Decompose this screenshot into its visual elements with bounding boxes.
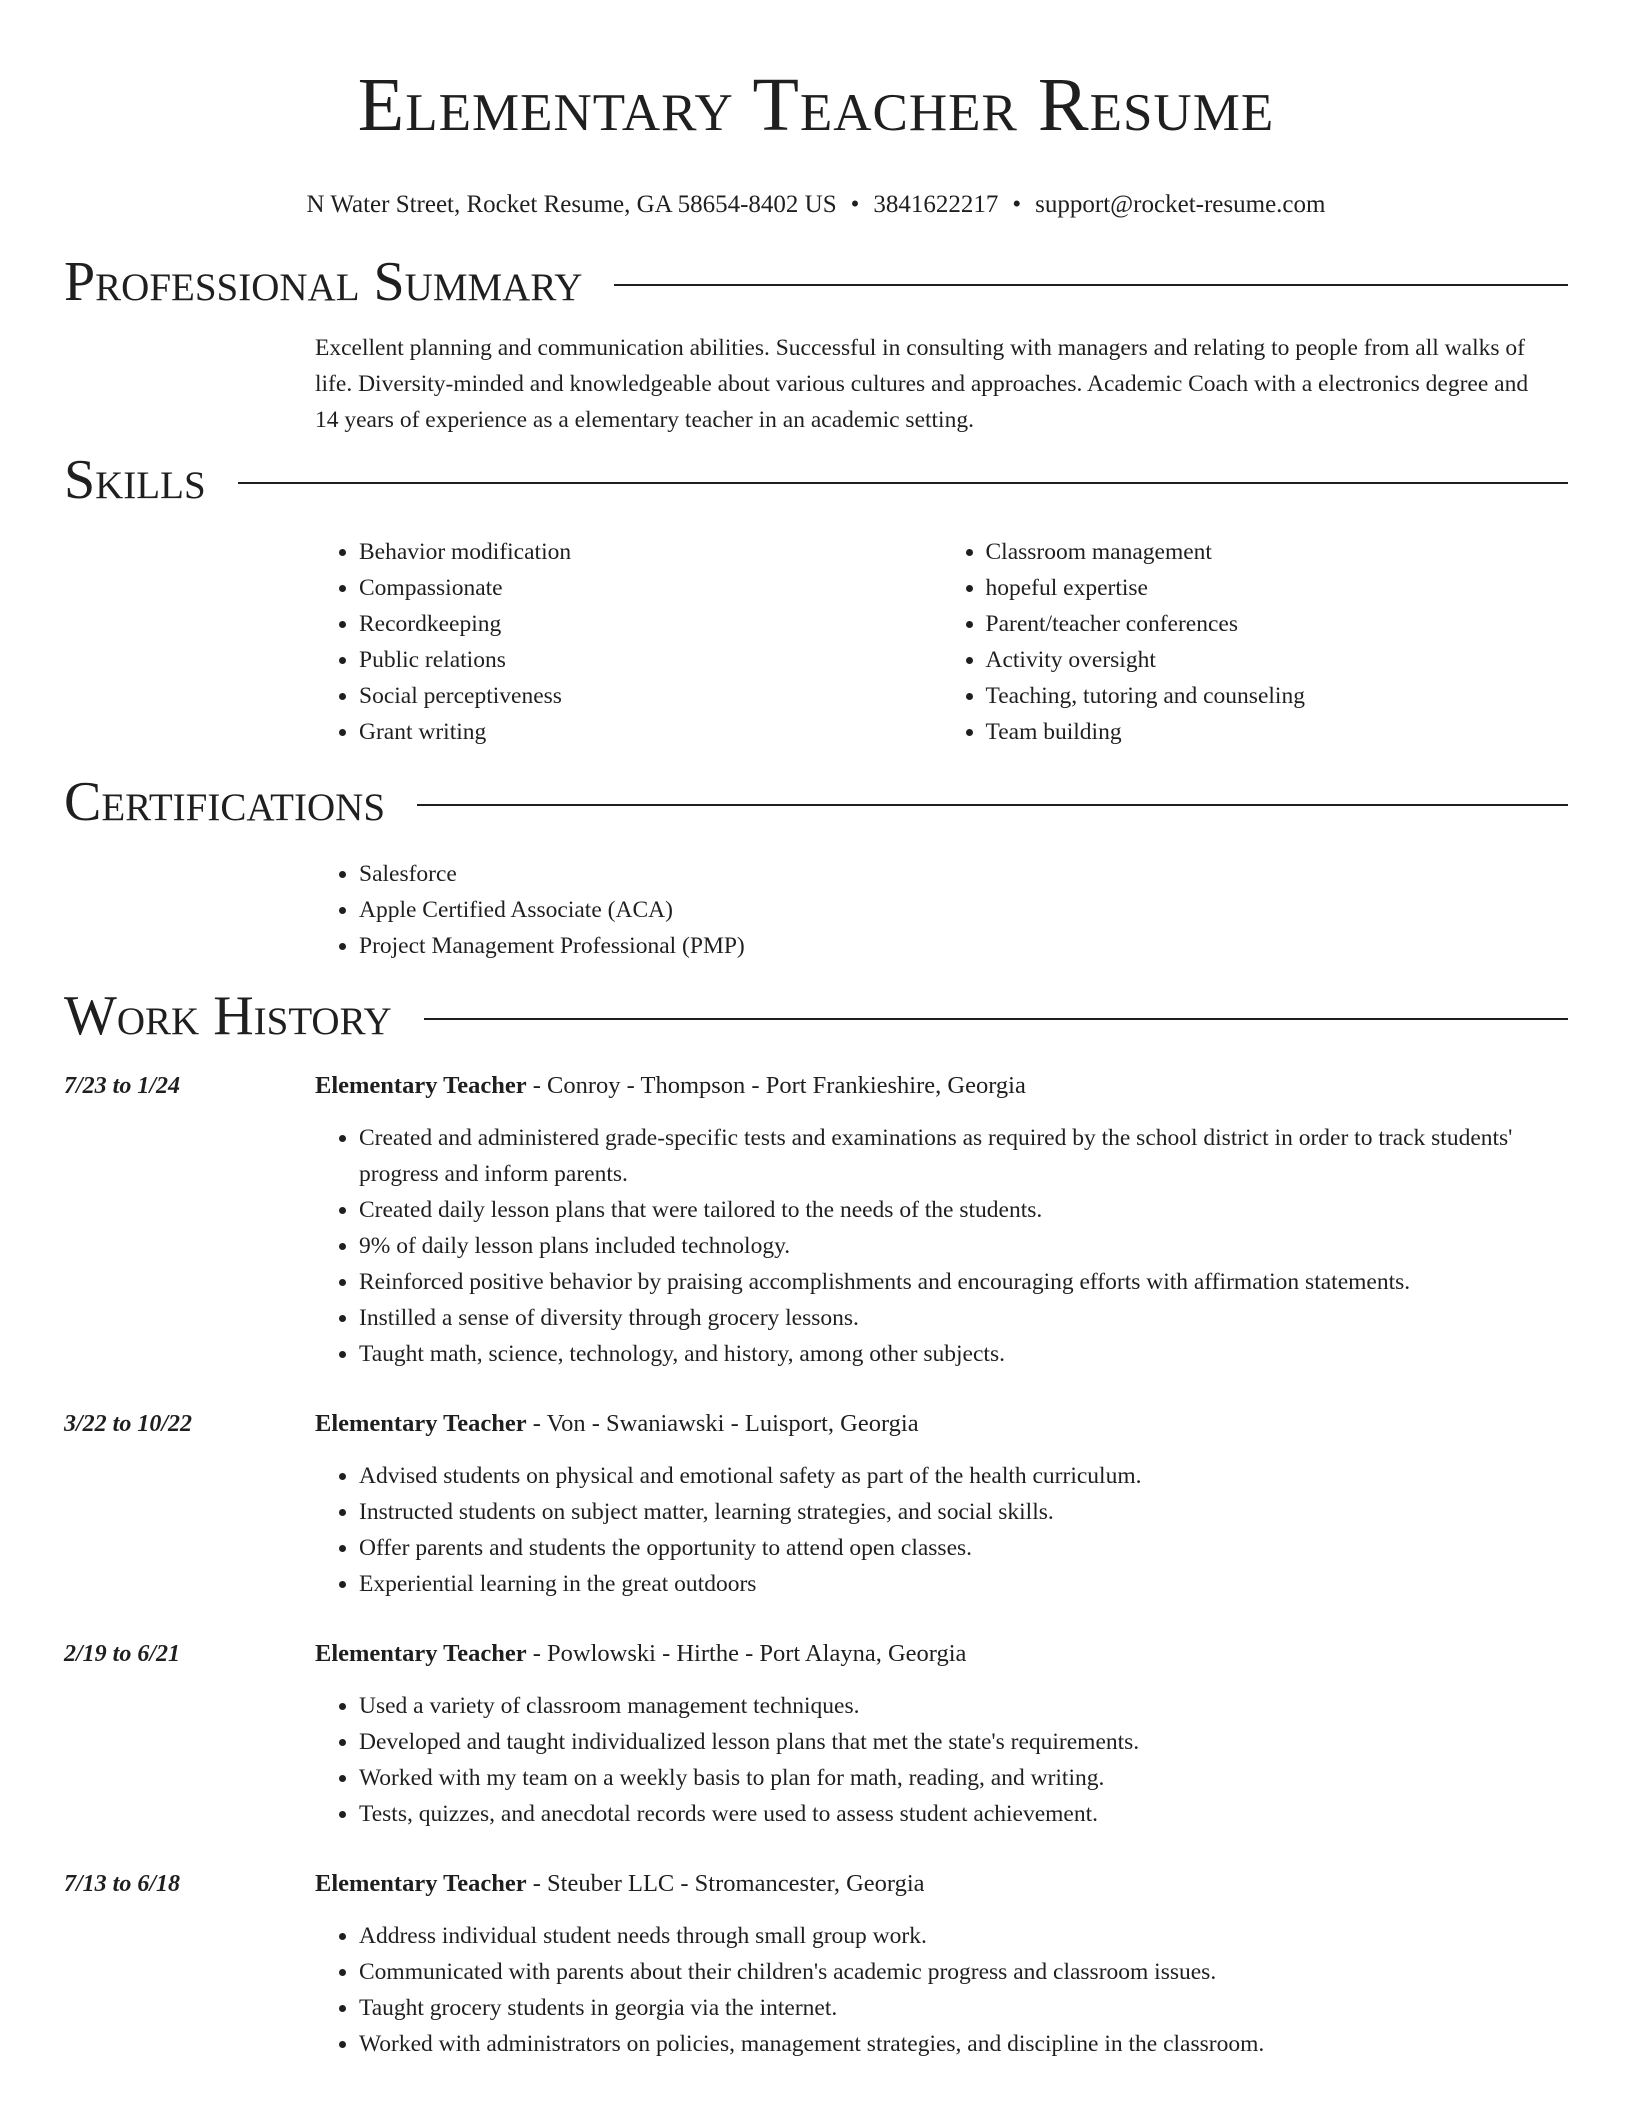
job-duties bbox=[315, 1688, 1568, 1832]
section-rule bbox=[614, 284, 1568, 286]
summary-section-header bbox=[64, 250, 1568, 314]
job-title: Elementary Teacher bbox=[315, 1870, 527, 1897]
job-duty: • Experiential learning in the great outdoors bbox=[359, 1566, 1568, 1602]
contact-line bbox=[64, 190, 1568, 220]
summary-text: Excellent planning and communication abilities. Successful in consulting with managers and relating to people from all walks of life. Diversity-minded and knowledgeable about various cultures and approaches. Academic Coach with a electronics degree and 14 years of experience as a elementary teacher in an academic setting. bbox=[315, 335, 1529, 433]
skill-item: • Parent/teacher conferences bbox=[986, 606, 1569, 642]
skill-item: • Activity oversight bbox=[986, 642, 1569, 678]
resume-title: Elementary Teacher Resume bbox=[357, 63, 1275, 147]
phone: 3841622217 bbox=[873, 191, 999, 218]
job-duty: • Address individual student needs through small group work. bbox=[359, 1918, 1568, 1954]
skill-item: • Compassionate bbox=[359, 570, 942, 606]
certifications-heading: Certifications bbox=[64, 771, 386, 833]
job-entry bbox=[64, 1068, 1568, 1372]
job-duty: • Taught math, science, technology, and history, among other subjects. bbox=[359, 1336, 1568, 1372]
job-duties bbox=[315, 1120, 1568, 1372]
job-title: Elementary Teacher bbox=[315, 1410, 527, 1437]
job-heading bbox=[315, 1068, 1568, 1104]
certifications-list bbox=[315, 856, 1568, 964]
separator-dot: • bbox=[1012, 191, 1022, 218]
section-rule bbox=[417, 804, 1568, 806]
address: N Water Street, Rocket Resume, GA 58654-8402 US bbox=[306, 191, 837, 218]
section-rule bbox=[424, 1018, 1568, 1020]
job-dates: 7/13 to 6/18 bbox=[64, 1871, 181, 1897]
skills-column-left bbox=[315, 534, 942, 750]
job-duty: • Created and administered grade-specific tests and examinations as required by the school district in order to track students' progress and inform parents. bbox=[359, 1120, 1568, 1192]
job-duty: • Worked with administrators on policies, management strategies, and discipline in the classroom. bbox=[359, 2026, 1568, 2062]
job-title: Elementary Teacher bbox=[315, 1072, 527, 1099]
job-duty: • Communicated with parents about their children's academic progress and classroom issues. bbox=[359, 1954, 1568, 1990]
skill-item: • Social perceptiveness bbox=[359, 678, 942, 714]
job-heading bbox=[315, 1636, 1568, 1672]
skill-item: • Classroom management bbox=[986, 534, 1569, 570]
skill-item: • Team building bbox=[986, 714, 1569, 750]
job-duty: • Developed and taught individualized lesson plans that met the state's requirements. bbox=[359, 1724, 1568, 1760]
job-duty: • Advised students on physical and emotional safety as part of the health curriculum. bbox=[359, 1458, 1568, 1494]
section-rule bbox=[238, 482, 1568, 484]
work-history-section-header bbox=[64, 984, 1568, 1048]
skills-heading: Skills bbox=[64, 449, 206, 511]
skills-column-right bbox=[942, 534, 1569, 750]
job-employer: - Powlowski - Hirthe - Port Alayna, Georgia bbox=[526, 1640, 967, 1667]
job-entry bbox=[64, 1636, 1568, 1832]
job-heading bbox=[315, 1866, 1568, 1902]
skill-item: • Recordkeeping bbox=[359, 606, 942, 642]
job-dates: 2/19 to 6/21 bbox=[64, 1641, 181, 1667]
job-duty: • Created daily lesson plans that were tailored to the needs of the students. bbox=[359, 1192, 1568, 1228]
job-duty: • Worked with my team on a weekly basis to plan for math, reading, and writing. bbox=[359, 1760, 1568, 1796]
job-duty: • Instilled a sense of diversity through grocery lessons. bbox=[359, 1300, 1568, 1336]
job-duty: • Taught grocery students in georgia via the internet. bbox=[359, 1990, 1568, 2026]
certification-item: • Salesforce bbox=[359, 856, 1568, 892]
job-employer: - Conroy - Thompson - Port Frankieshire, Georgia bbox=[526, 1072, 1026, 1099]
job-employer: - Steuber LLC - Stromancester, Georgia bbox=[526, 1870, 925, 1897]
job-dates: 7/23 to 1/24 bbox=[64, 1073, 181, 1099]
job-duty: • Instructed students on subject matter, learning strategies, and social skills. bbox=[359, 1494, 1568, 1530]
certification-item: • Project Management Professional (PMP) bbox=[359, 928, 1568, 964]
certifications-section-header bbox=[64, 770, 1568, 834]
job-duty: • 9% of daily lesson plans included technology. bbox=[359, 1228, 1568, 1264]
skill-item: • Public relations bbox=[359, 642, 942, 678]
job-entry bbox=[64, 1406, 1568, 1602]
skill-item: • Grant writing bbox=[359, 714, 942, 750]
separator-dot: • bbox=[850, 191, 860, 218]
job-duties bbox=[315, 1918, 1568, 2062]
job-duty: • Offer parents and students the opportunity to attend open classes. bbox=[359, 1530, 1568, 1566]
job-title: Elementary Teacher bbox=[315, 1640, 527, 1667]
skills-section-header bbox=[64, 448, 1568, 512]
skills-list bbox=[315, 534, 1568, 750]
job-entry bbox=[64, 1866, 1568, 2062]
job-heading bbox=[315, 1406, 1568, 1442]
job-duty: • Tests, quizzes, and anecdotal records were used to assess student achievement. bbox=[359, 1796, 1568, 1832]
email-link[interactable]: support@rocket-resume.com bbox=[1035, 191, 1326, 218]
job-dates: 3/22 to 10/22 bbox=[64, 1411, 193, 1437]
certification-item: • Apple Certified Associate (ACA) bbox=[359, 892, 1568, 928]
skill-item: • hopeful expertise bbox=[986, 570, 1569, 606]
job-duty: • Reinforced positive behavior by praising accomplishments and encouraging efforts with affirmation statements. bbox=[359, 1264, 1568, 1300]
skill-item: • Behavior modification bbox=[359, 534, 942, 570]
job-employer: - Von - Swaniawski - Luisport, Georgia bbox=[526, 1410, 919, 1437]
summary-heading: Professional Summary bbox=[64, 251, 583, 313]
work-history-heading: Work History bbox=[64, 985, 392, 1047]
skill-item: • Teaching, tutoring and counseling bbox=[986, 678, 1569, 714]
job-duties bbox=[315, 1458, 1568, 1602]
job-duty: • Used a variety of classroom management techniques. bbox=[359, 1688, 1568, 1724]
